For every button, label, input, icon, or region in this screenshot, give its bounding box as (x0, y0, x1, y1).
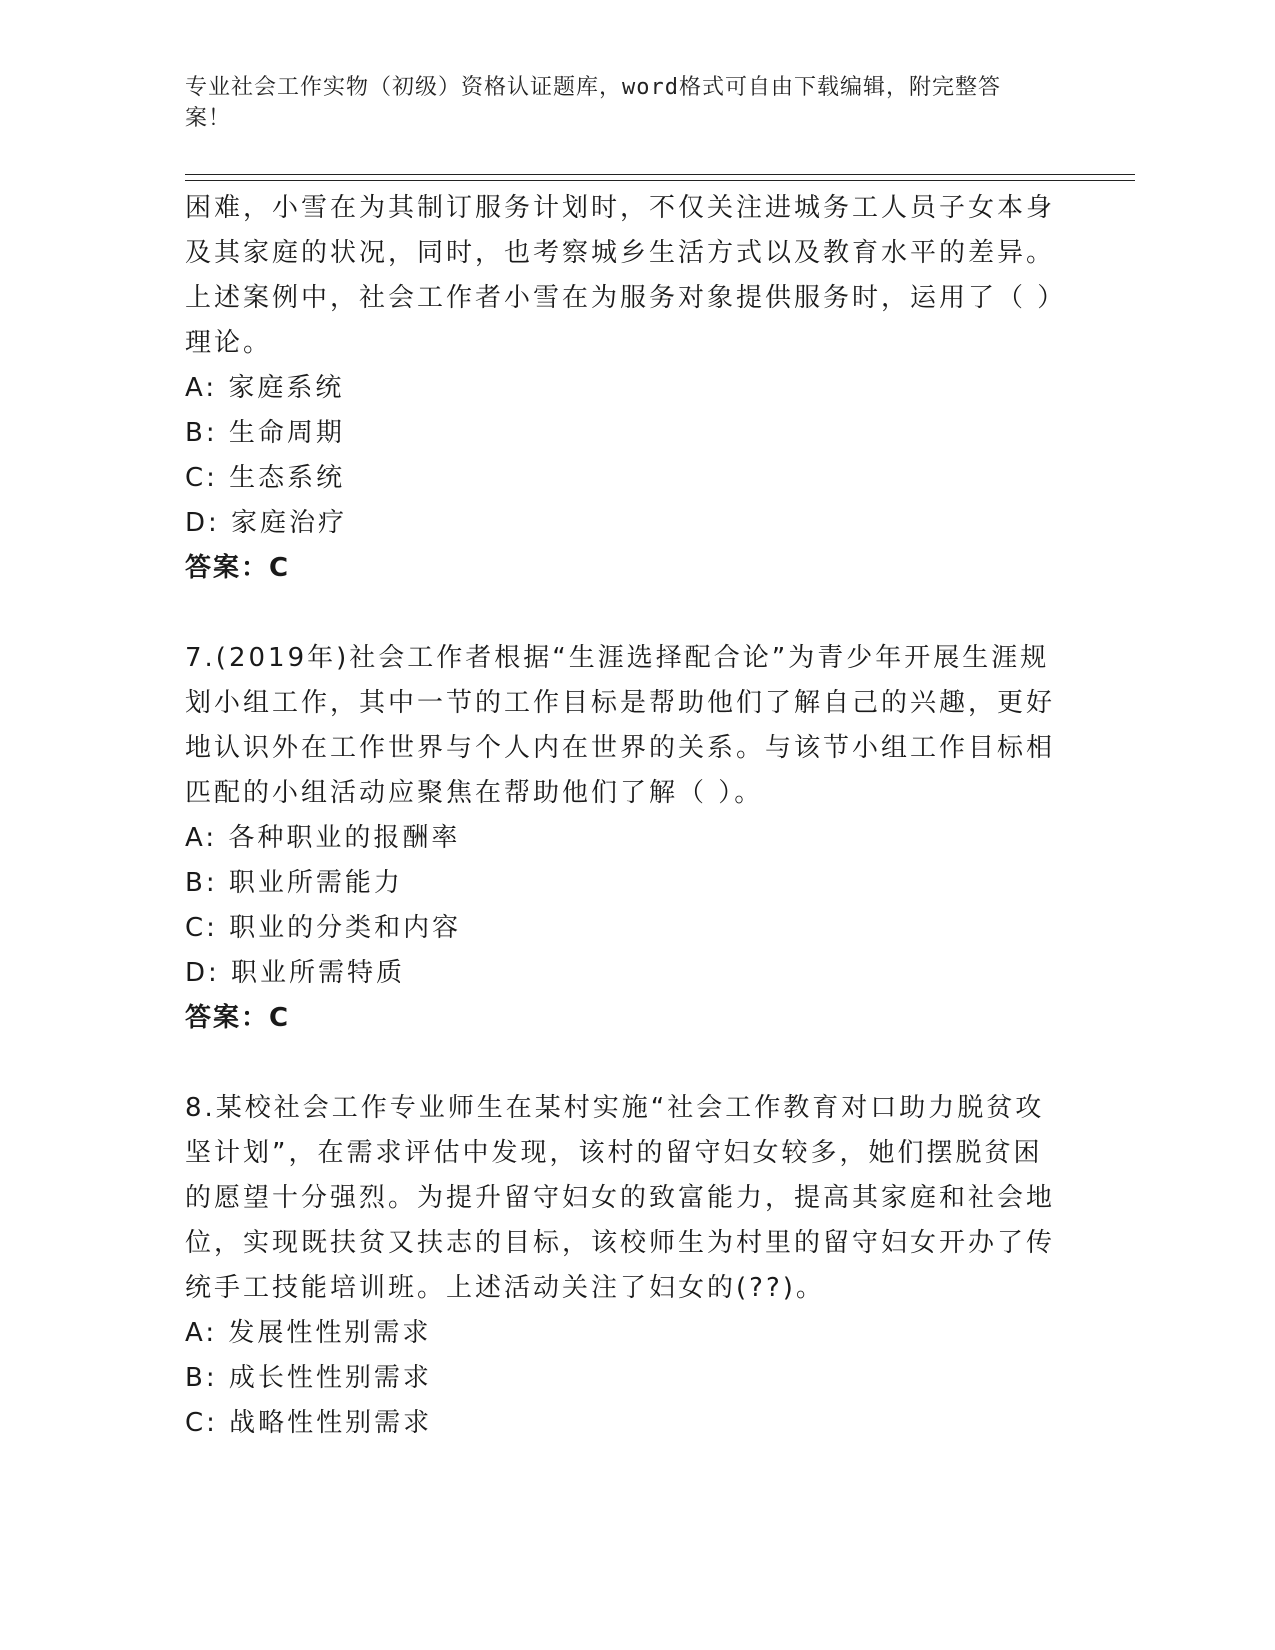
question-stem-line: 及其家庭的状况，同时，也考察城乡生活方式以及教育水平的差异。 (185, 238, 1056, 268)
header-title-line-2: 案！ (185, 106, 232, 131)
option-a: A: 各种职业的报酬率 (185, 823, 461, 853)
option-c: C: 战略性性别需求 (185, 1408, 433, 1438)
header-divider-top (185, 174, 1135, 175)
option-b: B: 职业所需能力 (185, 868, 403, 898)
answer-line: 答案：C (185, 1003, 291, 1033)
question-7 (185, 636, 1065, 1041)
document-header (185, 72, 1045, 134)
question-8 (185, 1086, 1065, 1446)
question-stem-line: 统手工技能培训班。上述活动关注了妇女的(??)。 (185, 1273, 825, 1303)
question-stem-line: 匹配的小组活动应聚焦在帮助他们了解（ ）。 (185, 778, 764, 808)
option-b: B: 成长性性别需求 (185, 1363, 432, 1393)
answer-line: 答案：C (185, 553, 291, 583)
option-c: C: 生态系统 (185, 463, 346, 493)
question-stem-line: 理论。 (185, 328, 273, 358)
question-spacer (185, 591, 1065, 636)
option-a: A: 发展性性别需求 (185, 1318, 432, 1348)
question-spacer (185, 1041, 1065, 1086)
question-content (185, 186, 1065, 1446)
question-stem-line: 地认识外在工作世界与个人内在世界的关系。与该节小组工作目标相 (185, 733, 1056, 763)
option-d: D: 家庭治疗 (185, 508, 348, 538)
question-stem-line: 位，实现既扶贫又扶志的目标，该校师生为村里的留守妇女开办了传 (185, 1228, 1056, 1258)
question-stem-line: 8.某校社会工作专业师生在某村实施“社会工作教育对口助力脱贫攻 (185, 1093, 1045, 1123)
question-stem-line: 的愿望十分强烈。为提升留守妇女的致富能力，提高其家庭和社会地 (185, 1183, 1056, 1213)
header-divider-bottom (185, 180, 1135, 181)
option-d: D: 职业所需特质 (185, 958, 406, 988)
option-b: B: 生命周期 (185, 418, 345, 448)
question-stem-line: 上述案例中，社会工作者小雪在为服务对象提供服务时，运用了（ ） (185, 283, 1067, 313)
question-stem-line: 划小组工作，其中一节的工作目标是帮助他们了解自己的兴趣，更好 (185, 688, 1056, 718)
question-stem-line: 困难，小雪在为其制订服务计划时，不仅关注进城务工人员子女本身 (185, 193, 1056, 223)
question-stem-line: 坚计划”，在需求评估中发现，该村的留守妇女较多，她们摆脱贫困 (185, 1138, 1043, 1168)
question-stem-line: 7.(2019年)社会工作者根据“生涯选择配合论”为青少年开展生涯规 (185, 643, 1050, 673)
option-a: A: 家庭系统 (185, 373, 345, 403)
header-title-line-1: 专业社会工作实物（初级）资格认证题库，word格式可自由下载编辑，附完整答 (185, 75, 1001, 100)
option-c: C: 职业的分类和内容 (185, 913, 462, 943)
question-6 (185, 186, 1065, 591)
